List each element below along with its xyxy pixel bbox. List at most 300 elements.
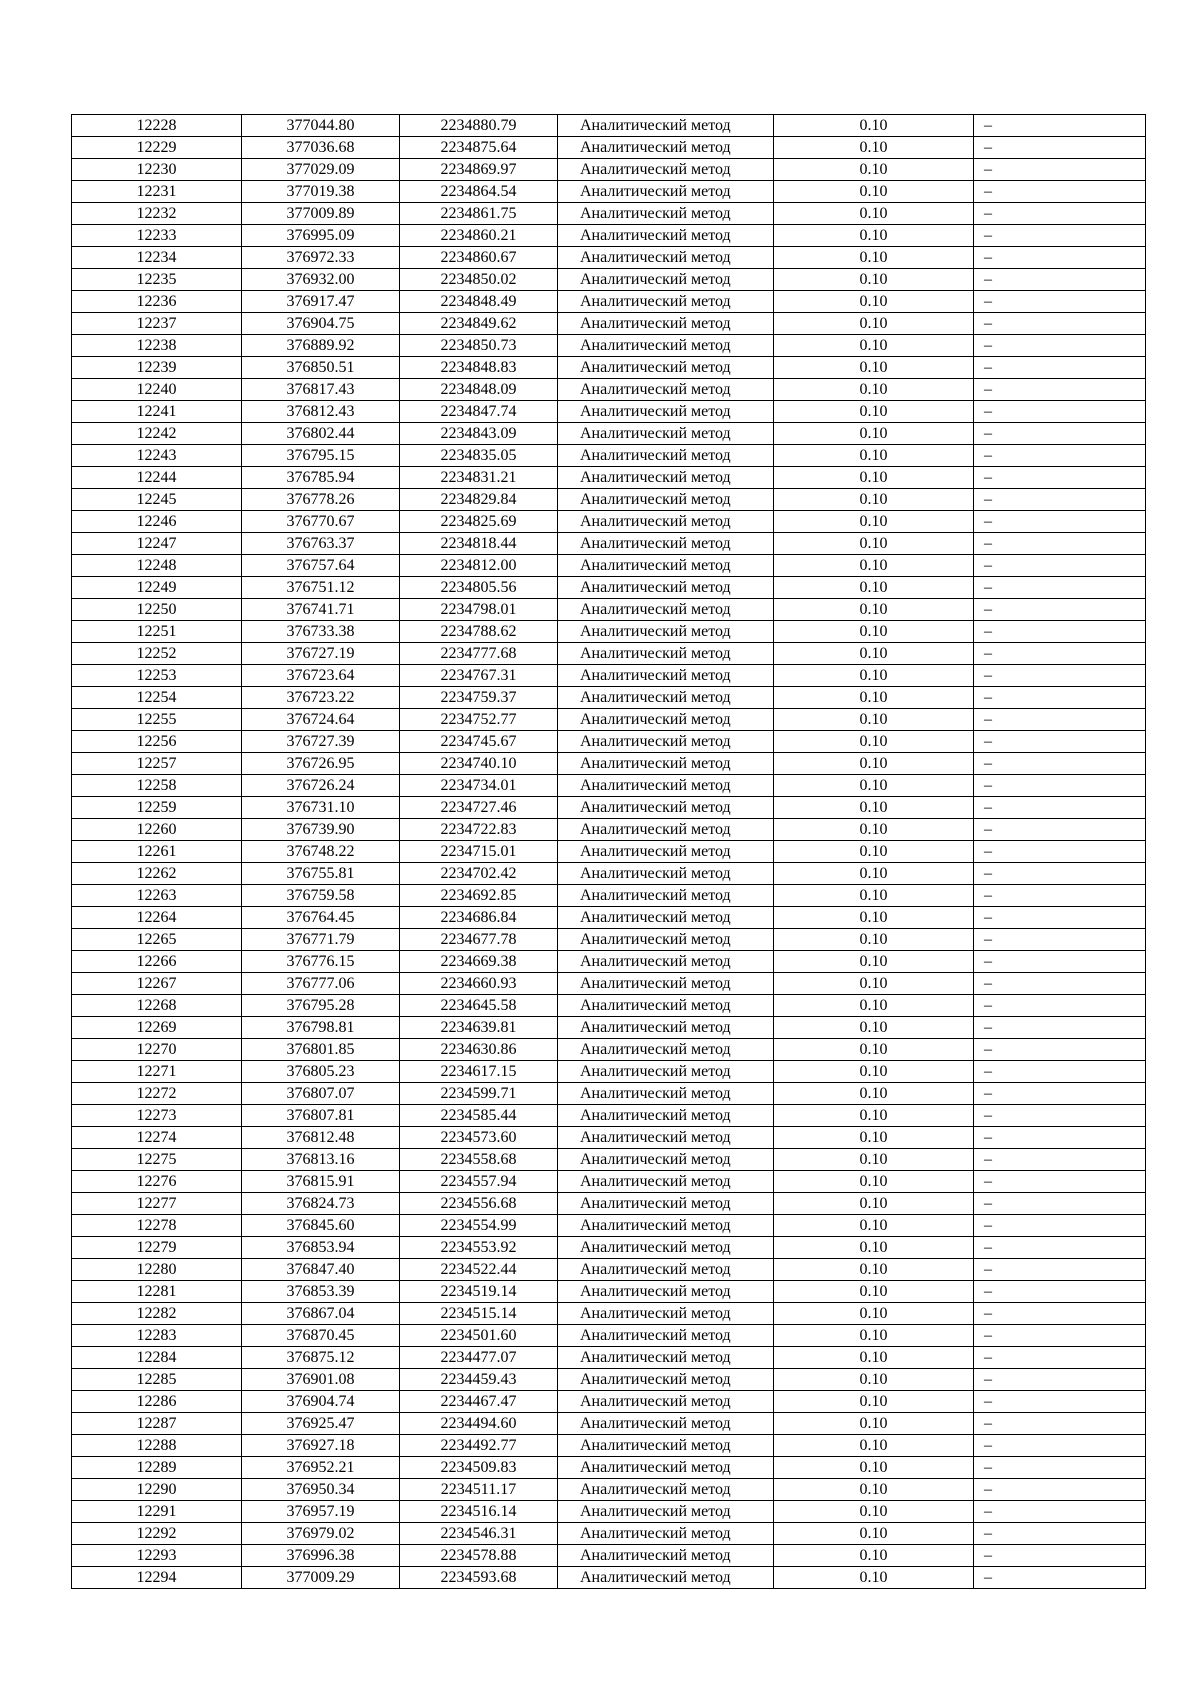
x-coordinate-cell: 376845.60: [242, 1215, 400, 1237]
table-row: [72, 467, 1146, 489]
x-coordinate-cell: 376731.10: [242, 797, 400, 819]
y-coordinate-cell: 2234829.84: [400, 489, 558, 511]
accuracy-cell: 0.10: [774, 555, 974, 577]
x-coordinate-cell: 376972.33: [242, 247, 400, 269]
description-cell: –: [974, 1545, 1146, 1567]
y-coordinate-cell: 2234734.01: [400, 775, 558, 797]
accuracy-cell: 0.10: [774, 577, 974, 599]
x-coordinate-cell: 376751.12: [242, 577, 400, 599]
x-coordinate-cell: 376817.43: [242, 379, 400, 401]
accuracy-cell: 0.10: [774, 1171, 974, 1193]
point-number-cell: 12242: [72, 423, 242, 445]
y-coordinate-cell: 2234578.88: [400, 1545, 558, 1567]
accuracy-cell: 0.10: [774, 1369, 974, 1391]
method-cell: Аналитический метод: [558, 1435, 774, 1457]
table-row: [72, 1017, 1146, 1039]
description-cell: –: [974, 1413, 1146, 1435]
point-number-cell: 12277: [72, 1193, 242, 1215]
table-row: [72, 357, 1146, 379]
table-row: [72, 423, 1146, 445]
point-number-cell: 12273: [72, 1105, 242, 1127]
x-coordinate-cell: 376925.47: [242, 1413, 400, 1435]
method-cell: Аналитический метод: [558, 1369, 774, 1391]
description-cell: –: [974, 115, 1146, 137]
description-cell: –: [974, 1193, 1146, 1215]
point-number-cell: 12270: [72, 1039, 242, 1061]
y-coordinate-cell: 2234850.73: [400, 335, 558, 357]
description-cell: –: [974, 863, 1146, 885]
accuracy-cell: 0.10: [774, 621, 974, 643]
accuracy-cell: 0.10: [774, 291, 974, 313]
x-coordinate-cell: 376853.39: [242, 1281, 400, 1303]
description-cell: –: [974, 159, 1146, 181]
x-coordinate-cell: 376776.15: [242, 951, 400, 973]
accuracy-cell: 0.10: [774, 203, 974, 225]
point-number-cell: 12274: [72, 1127, 242, 1149]
x-coordinate-cell: 376932.00: [242, 269, 400, 291]
accuracy-cell: 0.10: [774, 1237, 974, 1259]
accuracy-cell: 0.10: [774, 1039, 974, 1061]
accuracy-cell: 0.10: [774, 1193, 974, 1215]
description-cell: –: [974, 995, 1146, 1017]
table-row: [72, 1479, 1146, 1501]
point-number-cell: 12292: [72, 1523, 242, 1545]
description-cell: –: [974, 401, 1146, 423]
point-number-cell: 12237: [72, 313, 242, 335]
y-coordinate-cell: 2234515.14: [400, 1303, 558, 1325]
description-cell: –: [974, 577, 1146, 599]
point-number-cell: 12255: [72, 709, 242, 731]
description-cell: –: [974, 665, 1146, 687]
y-coordinate-cell: 2234835.05: [400, 445, 558, 467]
x-coordinate-cell: 377029.09: [242, 159, 400, 181]
y-coordinate-cell: 2234860.21: [400, 225, 558, 247]
coordinates-table: [71, 114, 1146, 1589]
method-cell: Аналитический метод: [558, 841, 774, 863]
table-row: [72, 885, 1146, 907]
table-row: [72, 643, 1146, 665]
description-cell: –: [974, 181, 1146, 203]
description-cell: –: [974, 1303, 1146, 1325]
y-coordinate-cell: 2234511.17: [400, 1479, 558, 1501]
x-coordinate-cell: 376867.04: [242, 1303, 400, 1325]
table-row: [72, 995, 1146, 1017]
x-coordinate-cell: 376812.43: [242, 401, 400, 423]
x-coordinate-cell: 376802.44: [242, 423, 400, 445]
point-number-cell: 12251: [72, 621, 242, 643]
accuracy-cell: 0.10: [774, 1391, 974, 1413]
method-cell: Аналитический метод: [558, 995, 774, 1017]
y-coordinate-cell: 2234848.49: [400, 291, 558, 313]
method-cell: Аналитический метод: [558, 731, 774, 753]
point-number-cell: 12229: [72, 137, 242, 159]
point-number-cell: 12262: [72, 863, 242, 885]
point-number-cell: 12256: [72, 731, 242, 753]
table-row: [72, 335, 1146, 357]
description-cell: –: [974, 951, 1146, 973]
table-row: [72, 775, 1146, 797]
table-row: [72, 1413, 1146, 1435]
method-cell: Аналитический метод: [558, 907, 774, 929]
accuracy-cell: 0.10: [774, 841, 974, 863]
point-number-cell: 12258: [72, 775, 242, 797]
point-number-cell: 12246: [72, 511, 242, 533]
description-cell: –: [974, 1017, 1146, 1039]
table-row: [72, 379, 1146, 401]
description-cell: –: [974, 1369, 1146, 1391]
x-coordinate-cell: 376853.94: [242, 1237, 400, 1259]
x-coordinate-cell: 376979.02: [242, 1523, 400, 1545]
description-cell: –: [974, 291, 1146, 313]
point-number-cell: 12286: [72, 1391, 242, 1413]
y-coordinate-cell: 2234459.43: [400, 1369, 558, 1391]
accuracy-cell: 0.10: [774, 1545, 974, 1567]
accuracy-cell: 0.10: [774, 599, 974, 621]
table-row: [72, 1083, 1146, 1105]
accuracy-cell: 0.10: [774, 1457, 974, 1479]
y-coordinate-cell: 2234752.77: [400, 709, 558, 731]
table-row: [72, 907, 1146, 929]
point-number-cell: 12289: [72, 1457, 242, 1479]
table-row: [72, 159, 1146, 181]
accuracy-cell: 0.10: [774, 1523, 974, 1545]
table-row: [72, 1237, 1146, 1259]
x-coordinate-cell: 376748.22: [242, 841, 400, 863]
x-coordinate-cell: 376875.12: [242, 1347, 400, 1369]
x-coordinate-cell: 376904.75: [242, 313, 400, 335]
accuracy-cell: 0.10: [774, 269, 974, 291]
y-coordinate-cell: 2234692.85: [400, 885, 558, 907]
accuracy-cell: 0.10: [774, 1127, 974, 1149]
y-coordinate-cell: 2234546.31: [400, 1523, 558, 1545]
method-cell: Аналитический метод: [558, 1303, 774, 1325]
accuracy-cell: 0.10: [774, 973, 974, 995]
accuracy-cell: 0.10: [774, 1105, 974, 1127]
table-row: [72, 291, 1146, 313]
y-coordinate-cell: 2234849.62: [400, 313, 558, 335]
accuracy-cell: 0.10: [774, 225, 974, 247]
y-coordinate-cell: 2234494.60: [400, 1413, 558, 1435]
method-cell: Аналитический метод: [558, 379, 774, 401]
x-coordinate-cell: 376901.08: [242, 1369, 400, 1391]
x-coordinate-cell: 376726.95: [242, 753, 400, 775]
y-coordinate-cell: 2234722.83: [400, 819, 558, 841]
x-coordinate-cell: 376805.23: [242, 1061, 400, 1083]
method-cell: Аналитический метод: [558, 863, 774, 885]
description-cell: –: [974, 1127, 1146, 1149]
point-number-cell: 12234: [72, 247, 242, 269]
y-coordinate-cell: 2234677.78: [400, 929, 558, 951]
y-coordinate-cell: 2234812.00: [400, 555, 558, 577]
accuracy-cell: 0.10: [774, 247, 974, 269]
x-coordinate-cell: 376807.81: [242, 1105, 400, 1127]
method-cell: Аналитический метод: [558, 1281, 774, 1303]
method-cell: Аналитический метод: [558, 1457, 774, 1479]
x-coordinate-cell: 376950.34: [242, 1479, 400, 1501]
table-row: [72, 1347, 1146, 1369]
x-coordinate-cell: 376771.79: [242, 929, 400, 951]
point-number-cell: 12257: [72, 753, 242, 775]
accuracy-cell: 0.10: [774, 159, 974, 181]
description-cell: –: [974, 1391, 1146, 1413]
point-number-cell: 12259: [72, 797, 242, 819]
point-number-cell: 12228: [72, 115, 242, 137]
x-coordinate-cell: 376812.48: [242, 1127, 400, 1149]
table-row: [72, 445, 1146, 467]
accuracy-cell: 0.10: [774, 533, 974, 555]
method-cell: Аналитический метод: [558, 533, 774, 555]
y-coordinate-cell: 2234509.83: [400, 1457, 558, 1479]
accuracy-cell: 0.10: [774, 1149, 974, 1171]
description-cell: –: [974, 885, 1146, 907]
table-row: [72, 1545, 1146, 1567]
table-row: [72, 1567, 1146, 1589]
table-row: [72, 1149, 1146, 1171]
x-coordinate-cell: 376795.15: [242, 445, 400, 467]
x-coordinate-cell: 376889.92: [242, 335, 400, 357]
method-cell: Аналитический метод: [558, 1083, 774, 1105]
x-coordinate-cell: 376741.71: [242, 599, 400, 621]
accuracy-cell: 0.10: [774, 1083, 974, 1105]
table-row: [72, 577, 1146, 599]
method-cell: Аналитический метод: [558, 357, 774, 379]
table-row: [72, 1259, 1146, 1281]
x-coordinate-cell: 377036.68: [242, 137, 400, 159]
description-cell: –: [974, 137, 1146, 159]
method-cell: Аналитический метод: [558, 423, 774, 445]
point-number-cell: 12245: [72, 489, 242, 511]
y-coordinate-cell: 2234557.94: [400, 1171, 558, 1193]
accuracy-cell: 0.10: [774, 885, 974, 907]
x-coordinate-cell: 376870.45: [242, 1325, 400, 1347]
x-coordinate-cell: 376763.37: [242, 533, 400, 555]
accuracy-cell: 0.10: [774, 1435, 974, 1457]
y-coordinate-cell: 2234516.14: [400, 1501, 558, 1523]
method-cell: Аналитический метод: [558, 1017, 774, 1039]
x-coordinate-cell: 376727.19: [242, 643, 400, 665]
method-cell: Аналитический метод: [558, 753, 774, 775]
method-cell: Аналитический метод: [558, 467, 774, 489]
method-cell: Аналитический метод: [558, 775, 774, 797]
table-row: [72, 225, 1146, 247]
description-cell: –: [974, 247, 1146, 269]
method-cell: Аналитический метод: [558, 951, 774, 973]
accuracy-cell: 0.10: [774, 445, 974, 467]
x-coordinate-cell: 376824.73: [242, 1193, 400, 1215]
y-coordinate-cell: 2234847.74: [400, 401, 558, 423]
y-coordinate-cell: 2234477.07: [400, 1347, 558, 1369]
description-cell: –: [974, 445, 1146, 467]
point-number-cell: 12263: [72, 885, 242, 907]
description-cell: –: [974, 1281, 1146, 1303]
accuracy-cell: 0.10: [774, 1567, 974, 1589]
accuracy-cell: 0.10: [774, 1061, 974, 1083]
x-coordinate-cell: 376759.58: [242, 885, 400, 907]
accuracy-cell: 0.10: [774, 731, 974, 753]
accuracy-cell: 0.10: [774, 401, 974, 423]
description-cell: –: [974, 1083, 1146, 1105]
x-coordinate-cell: 376952.21: [242, 1457, 400, 1479]
x-coordinate-cell: 376795.28: [242, 995, 400, 1017]
method-cell: Аналитический метод: [558, 137, 774, 159]
accuracy-cell: 0.10: [774, 1259, 974, 1281]
table-row: [72, 511, 1146, 533]
table-row: [72, 269, 1146, 291]
table-row: [72, 687, 1146, 709]
y-coordinate-cell: 2234599.71: [400, 1083, 558, 1105]
description-cell: –: [974, 973, 1146, 995]
x-coordinate-cell: 376755.81: [242, 863, 400, 885]
y-coordinate-cell: 2234467.47: [400, 1391, 558, 1413]
description-cell: –: [974, 1567, 1146, 1589]
description-cell: –: [974, 1061, 1146, 1083]
accuracy-cell: 0.10: [774, 1017, 974, 1039]
description-cell: –: [974, 841, 1146, 863]
point-number-cell: 12282: [72, 1303, 242, 1325]
point-number-cell: 12293: [72, 1545, 242, 1567]
accuracy-cell: 0.10: [774, 1215, 974, 1237]
y-coordinate-cell: 2234558.68: [400, 1149, 558, 1171]
y-coordinate-cell: 2234554.99: [400, 1215, 558, 1237]
accuracy-cell: 0.10: [774, 489, 974, 511]
y-coordinate-cell: 2234831.21: [400, 467, 558, 489]
accuracy-cell: 0.10: [774, 819, 974, 841]
method-cell: Аналитический метод: [558, 885, 774, 907]
point-number-cell: 12266: [72, 951, 242, 973]
y-coordinate-cell: 2234702.42: [400, 863, 558, 885]
point-number-cell: 12284: [72, 1347, 242, 1369]
method-cell: Аналитический метод: [558, 577, 774, 599]
description-cell: –: [974, 731, 1146, 753]
table-row: [72, 929, 1146, 951]
description-cell: –: [974, 907, 1146, 929]
description-cell: –: [974, 203, 1146, 225]
point-number-cell: 12254: [72, 687, 242, 709]
y-coordinate-cell: 2234864.54: [400, 181, 558, 203]
table-row: [72, 1435, 1146, 1457]
method-cell: Аналитический метод: [558, 335, 774, 357]
x-coordinate-cell: 376757.64: [242, 555, 400, 577]
description-cell: –: [974, 335, 1146, 357]
method-cell: Аналитический метод: [558, 1523, 774, 1545]
accuracy-cell: 0.10: [774, 181, 974, 203]
method-cell: Аналитический метод: [558, 1171, 774, 1193]
accuracy-cell: 0.10: [774, 1325, 974, 1347]
point-number-cell: 12268: [72, 995, 242, 1017]
x-coordinate-cell: 376764.45: [242, 907, 400, 929]
point-number-cell: 12247: [72, 533, 242, 555]
point-number-cell: 12236: [72, 291, 242, 313]
table-row: [72, 401, 1146, 423]
point-number-cell: 12283: [72, 1325, 242, 1347]
table-row: [72, 1127, 1146, 1149]
x-coordinate-cell: 376733.38: [242, 621, 400, 643]
table-row: [72, 181, 1146, 203]
accuracy-cell: 0.10: [774, 775, 974, 797]
method-cell: Аналитический метод: [558, 929, 774, 951]
accuracy-cell: 0.10: [774, 709, 974, 731]
x-coordinate-cell: 376726.24: [242, 775, 400, 797]
y-coordinate-cell: 2234617.15: [400, 1061, 558, 1083]
y-coordinate-cell: 2234848.83: [400, 357, 558, 379]
accuracy-cell: 0.10: [774, 335, 974, 357]
point-number-cell: 12287: [72, 1413, 242, 1435]
method-cell: Аналитический метод: [558, 159, 774, 181]
table-row: [72, 797, 1146, 819]
point-number-cell: 12253: [72, 665, 242, 687]
x-coordinate-cell: 376815.91: [242, 1171, 400, 1193]
y-coordinate-cell: 2234522.44: [400, 1259, 558, 1281]
description-cell: –: [974, 1523, 1146, 1545]
point-number-cell: 12288: [72, 1435, 242, 1457]
point-number-cell: 12241: [72, 401, 242, 423]
accuracy-cell: 0.10: [774, 643, 974, 665]
x-coordinate-cell: 376801.85: [242, 1039, 400, 1061]
y-coordinate-cell: 2234848.09: [400, 379, 558, 401]
method-cell: Аналитический метод: [558, 489, 774, 511]
description-cell: –: [974, 313, 1146, 335]
point-number-cell: 12244: [72, 467, 242, 489]
point-number-cell: 12235: [72, 269, 242, 291]
description-cell: –: [974, 1039, 1146, 1061]
x-coordinate-cell: 376807.07: [242, 1083, 400, 1105]
description-cell: –: [974, 1435, 1146, 1457]
method-cell: Аналитический метод: [558, 291, 774, 313]
point-number-cell: 12276: [72, 1171, 242, 1193]
point-number-cell: 12267: [72, 973, 242, 995]
table-row: [72, 1325, 1146, 1347]
point-number-cell: 12275: [72, 1149, 242, 1171]
method-cell: Аналитический метод: [558, 1259, 774, 1281]
description-cell: –: [974, 819, 1146, 841]
y-coordinate-cell: 2234492.77: [400, 1435, 558, 1457]
y-coordinate-cell: 2234777.68: [400, 643, 558, 665]
table-row: [72, 973, 1146, 995]
method-cell: Аналитический метод: [558, 1215, 774, 1237]
x-coordinate-cell: 376727.39: [242, 731, 400, 753]
y-coordinate-cell: 2234553.92: [400, 1237, 558, 1259]
accuracy-cell: 0.10: [774, 1413, 974, 1435]
table-row: [72, 313, 1146, 335]
description-cell: –: [974, 511, 1146, 533]
accuracy-cell: 0.10: [774, 115, 974, 137]
description-cell: –: [974, 643, 1146, 665]
description-cell: –: [974, 753, 1146, 775]
method-cell: Аналитический метод: [558, 797, 774, 819]
table-row: [72, 863, 1146, 885]
description-cell: –: [974, 467, 1146, 489]
table-row: [72, 621, 1146, 643]
table-row: [72, 1061, 1146, 1083]
x-coordinate-cell: 376723.22: [242, 687, 400, 709]
method-cell: Аналитический метод: [558, 621, 774, 643]
x-coordinate-cell: 376778.26: [242, 489, 400, 511]
x-coordinate-cell: 377019.38: [242, 181, 400, 203]
table-row: [72, 489, 1146, 511]
description-cell: –: [974, 269, 1146, 291]
x-coordinate-cell: 377009.29: [242, 1567, 400, 1589]
y-coordinate-cell: 2234759.37: [400, 687, 558, 709]
point-number-cell: 12231: [72, 181, 242, 203]
method-cell: Аналитический метод: [558, 1105, 774, 1127]
table-row: [72, 1193, 1146, 1215]
accuracy-cell: 0.10: [774, 357, 974, 379]
method-cell: Аналитический метод: [558, 115, 774, 137]
point-number-cell: 12243: [72, 445, 242, 467]
y-coordinate-cell: 2234585.44: [400, 1105, 558, 1127]
x-coordinate-cell: 376957.19: [242, 1501, 400, 1523]
y-coordinate-cell: 2234861.75: [400, 203, 558, 225]
